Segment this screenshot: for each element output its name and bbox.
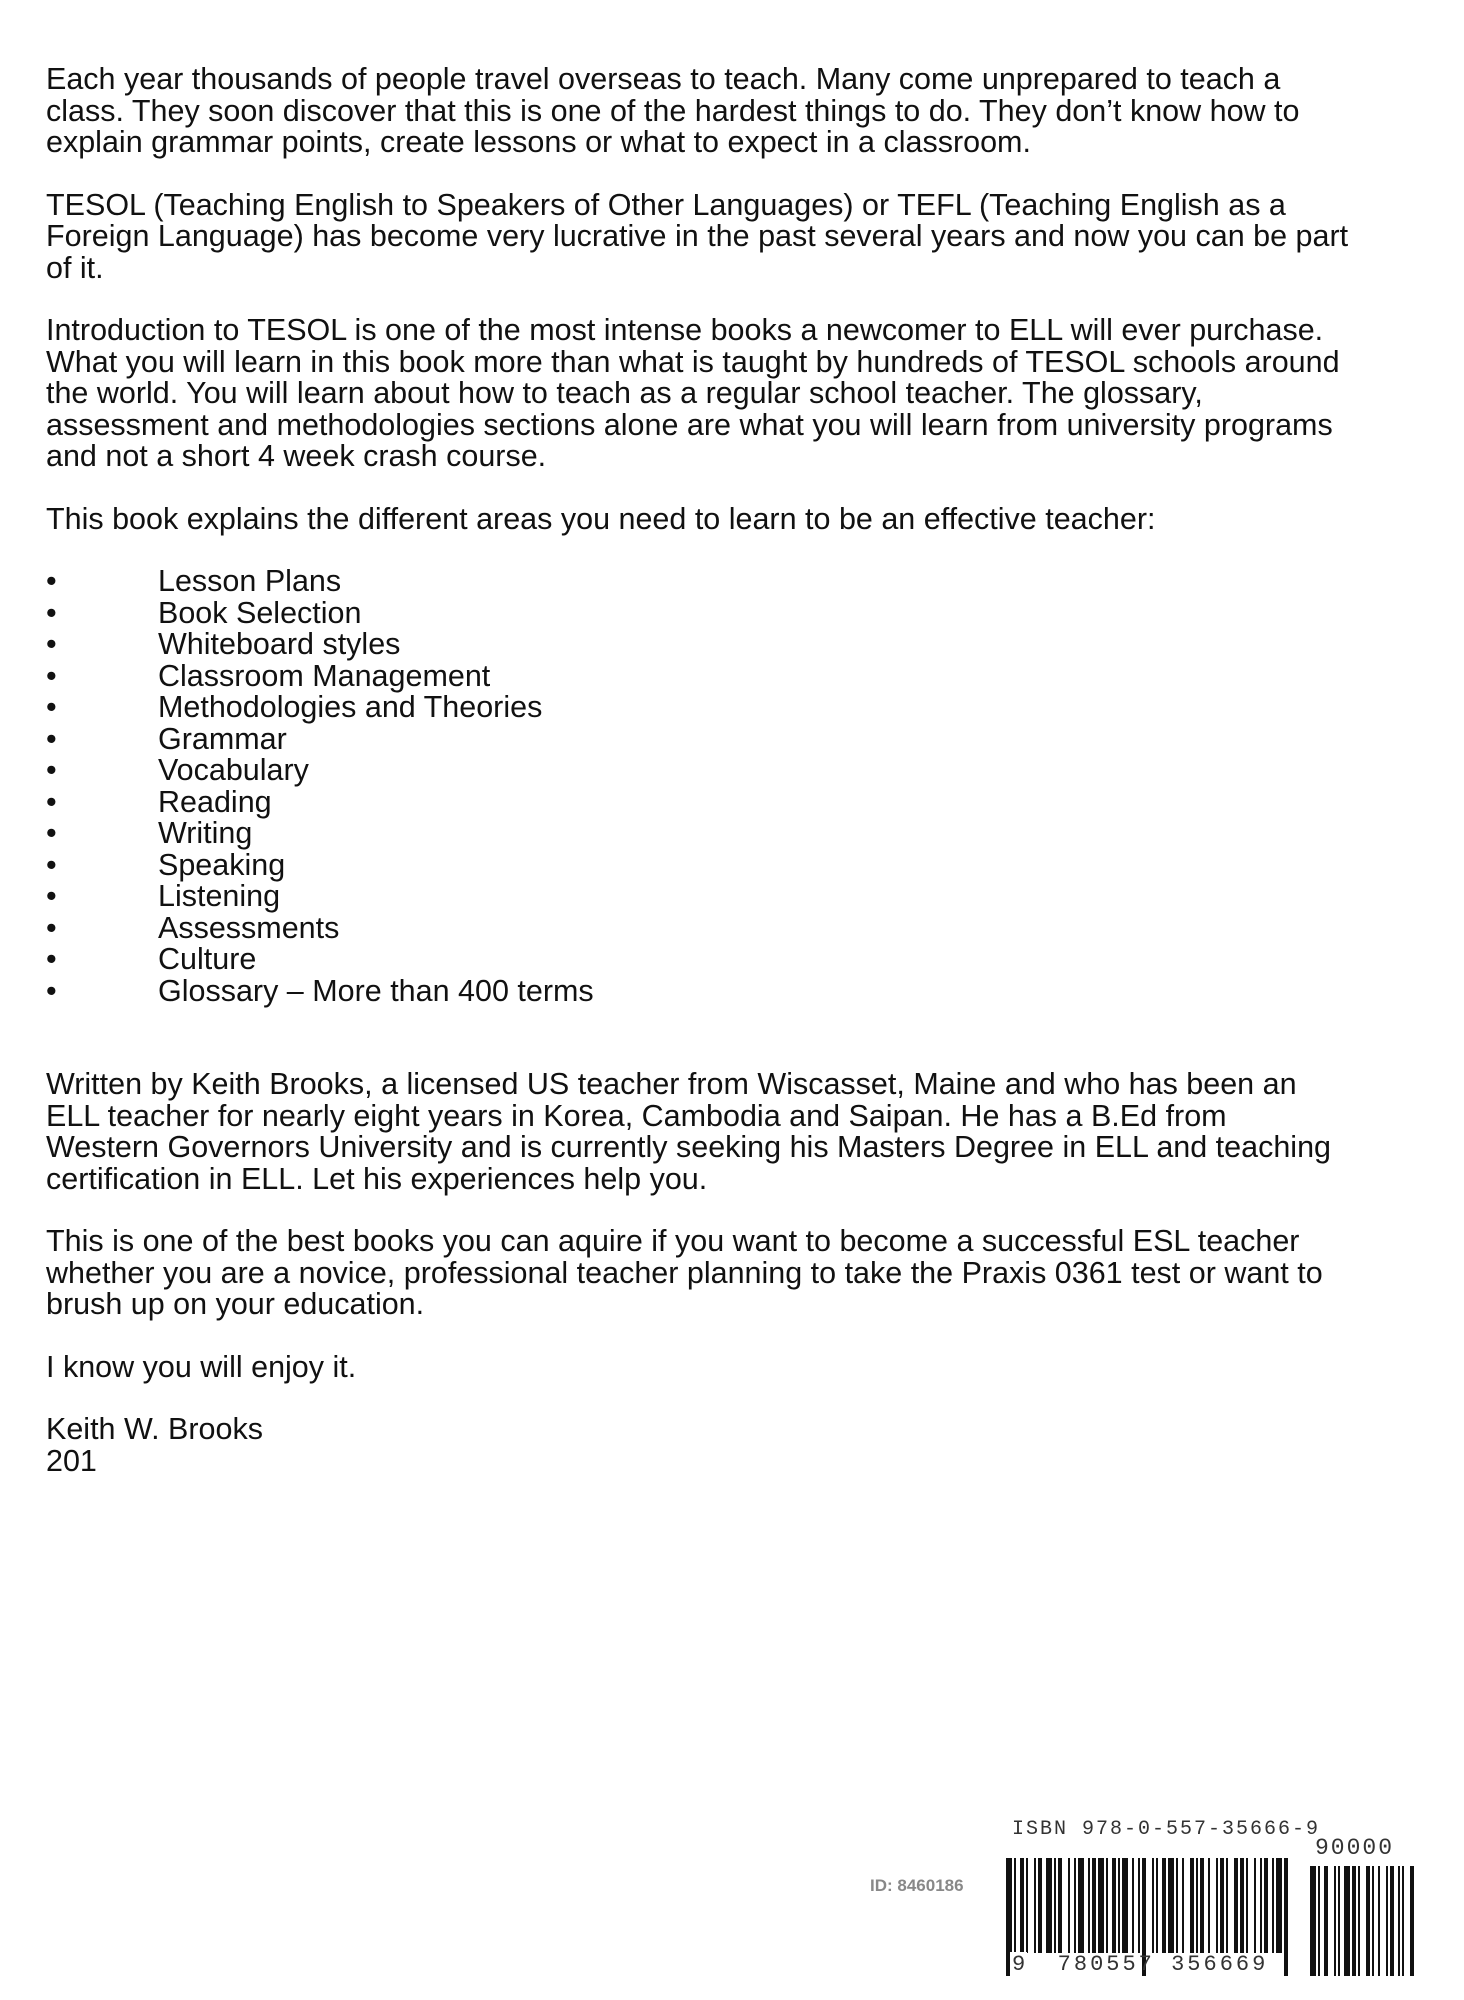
barcode-bar <box>1054 1858 1056 1953</box>
barcode-bar <box>1118 1858 1120 1953</box>
topic-item <box>46 658 1386 693</box>
bullet-icon: • <box>46 847 57 882</box>
bullet-icon: • <box>46 658 57 693</box>
bullet-icon: • <box>46 721 57 756</box>
bullet-icon: • <box>46 879 57 913</box>
topic-item <box>46 944 1386 976</box>
barcode-bar <box>1182 1858 1184 1953</box>
barcode-bar <box>1240 1858 1244 1953</box>
topic-label: Classroom Management <box>158 658 491 693</box>
barcode-bar <box>1058 1858 1062 1953</box>
topic-item <box>46 721 1386 756</box>
barcode-bar <box>1046 1858 1052 1953</box>
back-cover-text <box>46 64 1386 1477</box>
barcode-bar <box>1264 1858 1268 1953</box>
barcode-bar <box>1138 1858 1140 1953</box>
barcode-bar <box>1200 1858 1204 1953</box>
barcode-bar <box>1216 1858 1218 1953</box>
price-bar <box>1386 1866 1388 1976</box>
price-bar <box>1378 1866 1380 1976</box>
barcode-bar <box>1162 1858 1166 1953</box>
barcode-bar <box>1234 1858 1238 1953</box>
price-bar <box>1390 1866 1394 1976</box>
barcode-bar <box>1246 1858 1248 1953</box>
topic-item <box>46 566 1386 598</box>
barcode-bar <box>1014 1858 1016 1953</box>
price-bar <box>1344 1866 1350 1976</box>
bullet-icon: • <box>46 595 57 630</box>
isbn-text: ISBN 978-0-557-35666-9 <box>1012 1818 1321 1841</box>
barcode-bar <box>1196 1858 1198 1953</box>
topic-item <box>46 973 1386 1008</box>
book-description-paragraph: Introduction to TESOL is one of the most intense books a newcomer to ELL will ever purchase. What you will learn in this book more than what is taught by hundreds of TESOL schools around the world. You will learn about how to teach as a regular school teacher. The glossary, assessment and methodologies sections alone are what you will learn from university programs and not a short 4 week crash course. <box>46 313 1340 473</box>
barcode-bar <box>1068 1858 1070 1953</box>
barcode-bar <box>1176 1858 1178 1953</box>
barcode-bar <box>1088 1858 1090 1953</box>
topic-label: Speaking <box>158 847 286 882</box>
topic-label: Methodologies and Theories <box>158 690 543 724</box>
topic-label: Reading <box>158 784 272 819</box>
barcode-bar <box>1132 1858 1134 1953</box>
barcode-bar <box>1152 1858 1154 1953</box>
topic-item <box>46 692 1386 724</box>
price-bar <box>1338 1866 1340 1976</box>
author-bio-paragraph: Written by Keith Brooks, a licensed US teacher from Wiscasset, Maine and who has been an ELL teacher for nearly eight years in Korea, Cambodia and Saipan. He has a B.Ed from Western Governors University and is currently seeking his Masters Degree in ELL and teaching certification in ELL. Let his experiences help you. <box>46 1067 1331 1196</box>
barcode-bar <box>1112 1858 1116 1953</box>
barcode-bar <box>1220 1858 1224 1953</box>
topic-item <box>46 784 1386 819</box>
barcode-bar <box>1190 1858 1194 1953</box>
signature-name: Keith W. Brooks <box>46 1412 263 1446</box>
price-bar <box>1410 1866 1414 1976</box>
topic-item <box>46 910 1386 945</box>
price-bar <box>1352 1866 1356 1976</box>
barcode-digits: 780557 356669 <box>1057 1952 1269 1977</box>
topic-label: Listening <box>158 879 281 913</box>
barcode-bar <box>1272 1858 1274 1953</box>
topic-label: Culture <box>158 942 257 976</box>
topic-item <box>46 818 1386 850</box>
barcode-bar <box>1038 1858 1042 1953</box>
isbn-barcode <box>1000 1818 1420 1998</box>
topic-label: Lesson Plans <box>158 564 342 598</box>
topics-list <box>46 566 1386 1007</box>
price-bar <box>1310 1866 1316 1976</box>
price-bar <box>1334 1866 1336 1976</box>
bullet-icon: • <box>46 753 57 787</box>
topic-item <box>46 847 1386 882</box>
bullet-icon: • <box>46 627 57 661</box>
barcode-bar <box>1156 1858 1158 1953</box>
signature-year: 201 <box>46 1443 97 1478</box>
barcode-bar <box>1020 1858 1024 1953</box>
barcode-lead-digit: 9 <box>1012 1952 1026 1977</box>
barcode-bar <box>1276 1858 1282 1953</box>
topic-label: Vocabulary <box>158 753 309 787</box>
barcode-bar <box>1026 1858 1028 1953</box>
bullet-icon: • <box>46 690 57 724</box>
bullet-icon: • <box>46 784 57 819</box>
topic-item <box>46 595 1386 630</box>
barcode-bar <box>1098 1858 1104 1953</box>
price-code: 90000 <box>1315 1835 1395 1861</box>
price-bar <box>1324 1866 1328 1976</box>
bullet-icon: • <box>46 816 57 850</box>
barcode-bar <box>1106 1858 1108 1953</box>
bullet-icon: • <box>46 564 57 598</box>
intro-paragraph: Each year thousands of people travel overseas to teach. Many come unprepared to teach a class. They soon discover that this is one of the hardest things to do. They don’t know how to explain grammar points, create lessons or what to expect in a classroom. <box>46 62 1300 159</box>
barcode-bar <box>1226 1858 1228 1953</box>
bullet-icon: • <box>46 973 57 1008</box>
barcode-bar <box>1122 1858 1128 1953</box>
topic-label: Glossary – More than 400 terms <box>158 973 594 1008</box>
topic-label: Book Selection <box>158 595 362 630</box>
barcode-bar <box>1078 1858 1084 1953</box>
price-bar <box>1358 1866 1360 1976</box>
price-bar <box>1402 1866 1404 1976</box>
recommendation-paragraph: This is one of the best books you can aquire if you want to become a successful ESL teacher whether you are a novice, professional teacher planning to take the Praxis 0361 test or want to brush up on your education. <box>46 1224 1323 1321</box>
closing-paragraph: I know you will enjoy it. <box>46 1349 357 1384</box>
barcode-bar <box>1260 1858 1262 1953</box>
topic-item <box>46 629 1386 661</box>
tesol-tefl-paragraph: TESOL (Teaching English to Speakers of Other Languages) or TEFL (Teaching English as a Foreign Language) has become very lucrative in the past several years and now you can be part of it. <box>46 187 1349 285</box>
price-bar <box>1366 1866 1370 1976</box>
areas-intro-paragraph: This book explains the different areas you need to learn to be an effective teacher: <box>46 501 1156 536</box>
topic-label: Whiteboard styles <box>158 627 401 661</box>
topic-label: Writing <box>158 816 253 850</box>
bullet-icon: • <box>46 942 57 976</box>
barcode-bar <box>1168 1858 1174 1953</box>
price-bar <box>1318 1866 1320 1976</box>
topic-item <box>46 881 1386 913</box>
price-bar <box>1372 1866 1374 1976</box>
barcode-bar <box>1254 1858 1256 1953</box>
topic-label: Assessments <box>158 910 340 945</box>
barcode-bar <box>1074 1858 1076 1953</box>
topic-label: Grammar <box>158 721 287 756</box>
price-bar <box>1398 1866 1400 1976</box>
id-label: ID: 8460186 <box>870 1876 964 1895</box>
barcode-bar <box>1034 1858 1036 1953</box>
barcode-bar <box>1208 1858 1210 1953</box>
topic-item <box>46 755 1386 787</box>
barcode-bar <box>1092 1858 1096 1953</box>
bullet-icon: • <box>46 910 57 945</box>
